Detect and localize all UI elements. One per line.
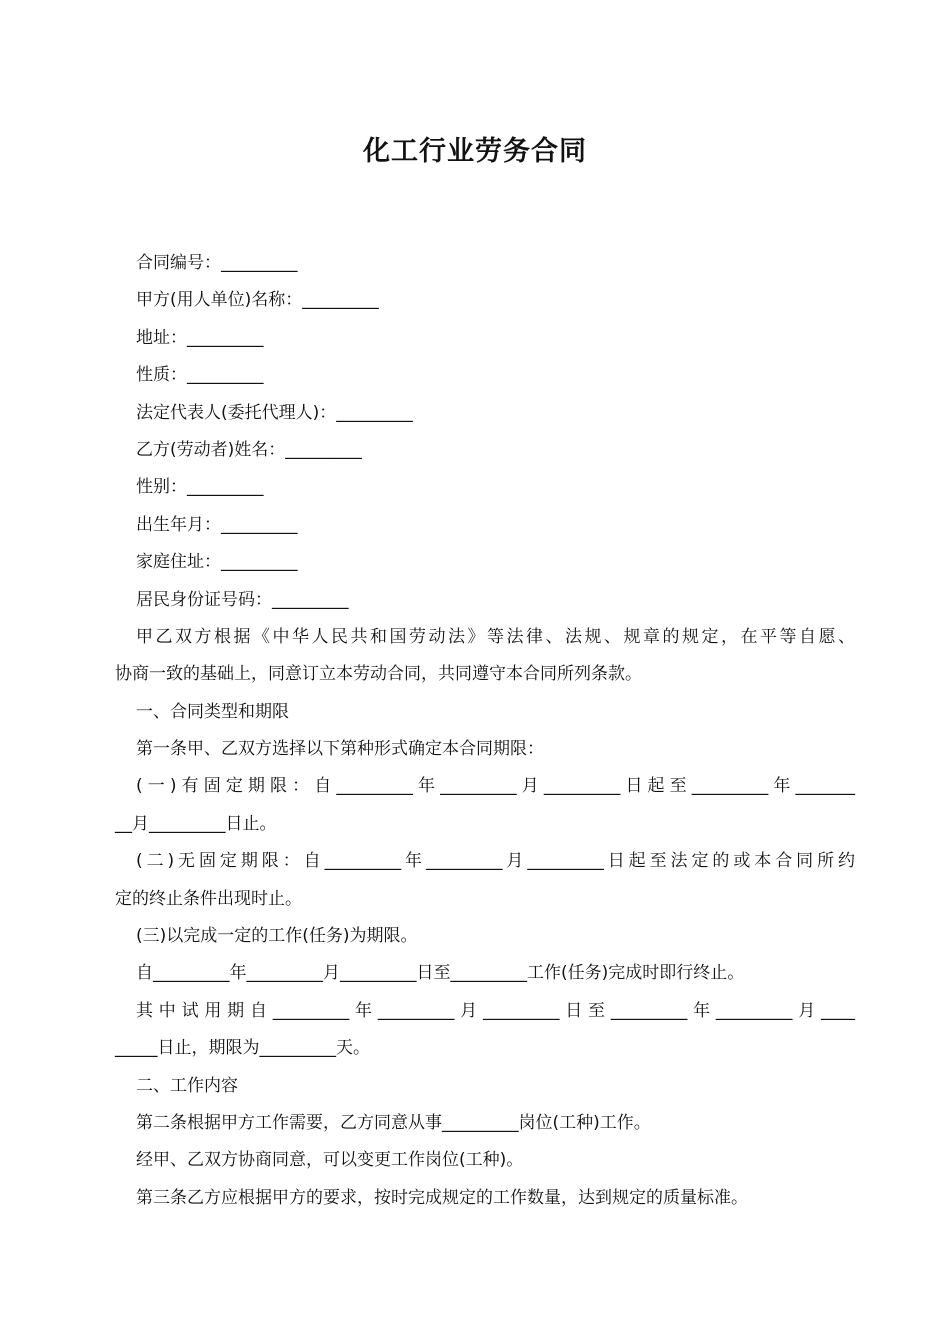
gender-line: 性别：_________ — [136, 477, 264, 498]
task-term-line: (三)以完成一定的工作(任务)为期限。 — [136, 926, 418, 947]
open-term-line-1: (二)无固定期限：自_________年_________月_________日起至法定的或本合同所约 — [136, 851, 855, 872]
task-term-dates-line: 自_________年_________月_________日至_________工作(任务)完成时即行终止。 — [136, 963, 745, 984]
birth-date-line: 出生年月：_________ — [136, 514, 298, 535]
article-3: 第三条乙方应根据甲方的要求，按时完成规定的工作数量，达到规定的质量标准。 — [136, 1187, 748, 1208]
article-2: 第二条根据甲方工作需要，乙方同意从事_________岗位(工种)工作。 — [136, 1112, 651, 1133]
section-heading-1: 一、合同类型和期限 — [136, 701, 289, 722]
open-term-line-2: 定的终止条件出现时止。 — [115, 888, 302, 909]
home-address-line: 家庭住址：_________ — [136, 552, 298, 573]
article-1: 第一条甲、乙双方选择以下第种形式确定本合同期限： — [136, 739, 544, 760]
nature-line: 性质：_________ — [136, 365, 264, 386]
document-body — [115, 245, 855, 1217]
id-number-line: 居民身份证号码：_________ — [136, 589, 349, 610]
contract-number-line: 合同编号：_________ — [136, 253, 298, 273]
probation-line-1: 其中试用期自_________年_________月_________日至_________年_________月____ — [136, 1000, 855, 1021]
party-b-name-line: 乙方(劳动者)姓名：_________ — [136, 439, 362, 460]
section-heading-2: 二、工作内容 — [136, 1075, 238, 1096]
position-change-line: 经甲、乙双方协商同意，可以变更工作岗位(工种)。 — [136, 1150, 524, 1171]
probation-line-2: _____日止，期限为_________天。 — [115, 1038, 370, 1059]
preamble-line-1: 甲乙双方根据《中华人民共和国劳动法》等法律、法规、规章的规定，在平等自愿、 — [136, 626, 855, 647]
preamble-line-2: 协商一致的基础上，同意订立本劳动合同，共同遵守本合同所列条款。 — [115, 664, 642, 685]
fixed-term-line-2: __月_________日止。 — [115, 813, 277, 834]
document-title: 化工行业劳务合同 — [363, 136, 587, 167]
fixed-term-line-1: (一)有固定期限：自_________年_________月_________日起至_________年_______ — [136, 776, 855, 797]
address-line: 地址：_________ — [136, 327, 264, 348]
party-a-name-line: 甲方(用人单位)名称：_________ — [136, 290, 379, 311]
legal-representative-line: 法定代表人(委托代理人)：_________ — [136, 402, 413, 423]
